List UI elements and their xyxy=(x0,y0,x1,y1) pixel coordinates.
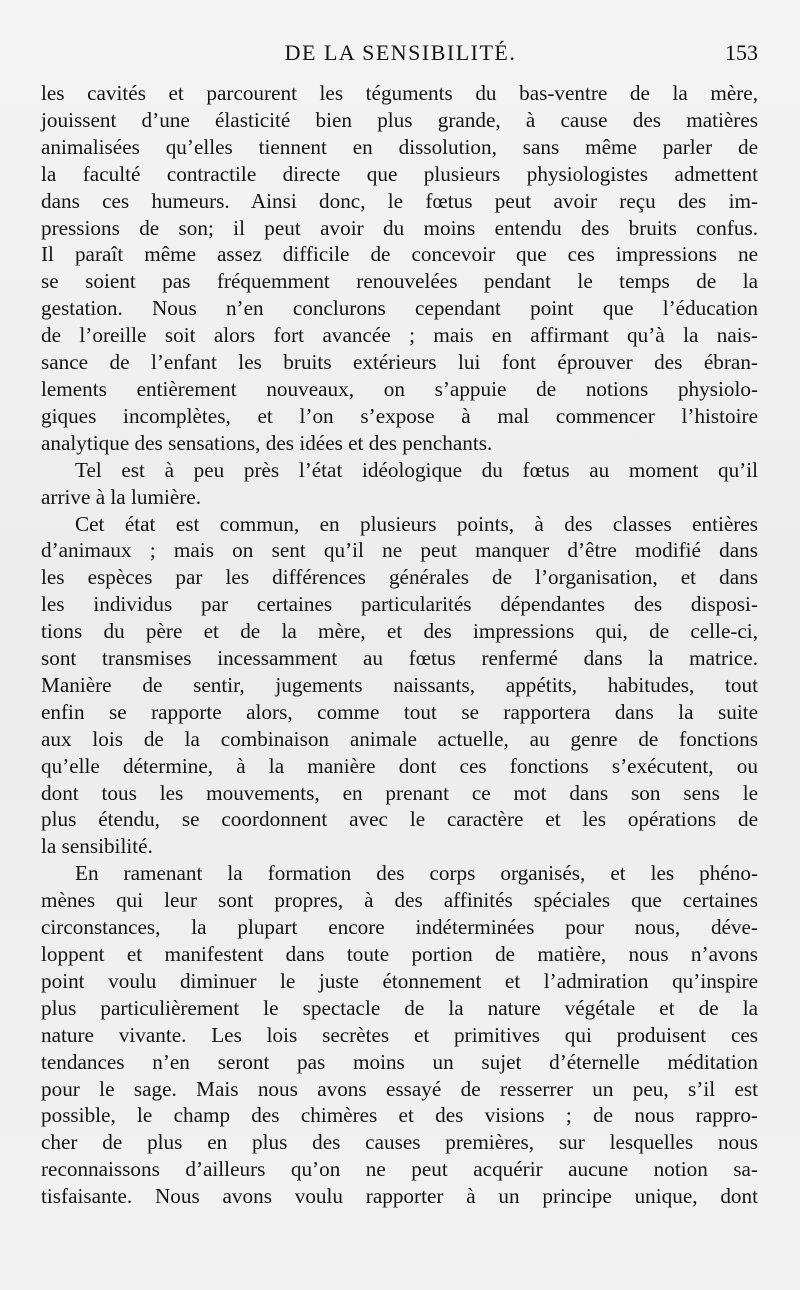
text-line: Cet état est commun, en plusieurs points, à des classes entières xyxy=(75,511,758,536)
running-head xyxy=(41,40,760,76)
text-line: possible, le champ des chimères et des visions ; de nous rappro- xyxy=(41,1103,758,1128)
text-line: sance de l’enfant les bruits extérieurs lui font éprouver des ébran- xyxy=(41,350,758,375)
text-line: les individus par certaines particularités dépendantes des disposi- xyxy=(41,592,758,617)
text-line: giques incomplètes, et l’on s’expose à mal commencer l’histoire xyxy=(41,403,758,428)
text-line: tisfaisante. Nous avons voulu rapporter à un principe unique, dont xyxy=(41,1184,758,1209)
text-line: se soient pas fréquemment renouvelées pendant le temps de la xyxy=(41,269,758,294)
text-line: En ramenant la formation des corps organisés, et les phéno- xyxy=(75,861,758,886)
text-line: cher de plus en plus des causes premières, sur lesquelles nous xyxy=(41,1130,758,1155)
text-line: loppent et manifestent dans toute portion de matière, nous n’avons xyxy=(41,942,758,966)
running-title: DE LA SENSIBILITÉ. xyxy=(284,40,517,65)
text-line: qu’elle détermine, à la manière dont ces fonctions s’exécutent, ou xyxy=(41,753,758,778)
text-line: pour le sage. Mais nous avons essayé de resserrer un peu, s’il est xyxy=(41,1076,758,1101)
text-line: les espèces par les différences générales de l’organisation, et dans xyxy=(41,565,758,590)
text-body xyxy=(41,80,758,1210)
text-line: jouissent d’une élasticité bien plus grande, à cause des matières xyxy=(41,107,758,132)
page-number: 153 xyxy=(725,40,758,65)
text-line: d’animaux ; mais on sent qu’il ne peut manquer d’être modifié dans xyxy=(41,538,758,563)
text-line: aux lois de la combinaison animale actuelle, au genre de fonctions xyxy=(41,726,758,751)
text-line: sont transmises incessamment au fœtus renfermé dans la matrice. xyxy=(41,646,758,671)
paragraph-1 xyxy=(41,80,758,457)
text-line: reconnaissons d’ailleurs qu’on ne peut acquérir aucune notion sa- xyxy=(41,1157,758,1182)
text-line: dont tous les mouvements, en prenant ce mot dans son sens le xyxy=(41,780,758,805)
text-line: gestation. Nous n’en conclurons cependant point que l’éducation xyxy=(41,296,758,321)
text-line: lements entièrement nouveaux, on s’appuie de notions physiolo- xyxy=(41,376,758,401)
text-line: pressions de son; il peut avoir du moins entendu des bruits confus. xyxy=(41,215,758,240)
text-line: tendances n’en seront pas moins un sujet d’éternelle méditation xyxy=(41,1049,758,1074)
text-line: la sensibilité. xyxy=(41,834,153,859)
text-line: Manière de sentir, jugements naissants, appétits, habitudes, tout xyxy=(41,672,758,697)
paragraph-3 xyxy=(41,511,758,861)
text-line: analytique des sensations, des idées et des penchants. xyxy=(41,430,493,455)
text-line: nature vivante. Les lois secrètes et primitives qui produisent ces xyxy=(41,1022,758,1047)
text-line: les cavités et parcourent les téguments du bas-ventre de la mère, xyxy=(41,81,758,105)
paragraph-2 xyxy=(41,457,758,511)
text-line: dans ces humeurs. Ainsi donc, le fœtus peut avoir reçu des im- xyxy=(41,188,758,213)
text-line: tions du père et de la mère, et des impressions qui, de celle-ci, xyxy=(41,619,758,644)
text-line: plus particulièrement le spectacle de la nature végétale et de la xyxy=(41,995,758,1020)
text-line: Il paraît même assez difficile de concevoir que ces impressions ne xyxy=(41,242,758,267)
text-line: la faculté contractile directe que plusieurs physiologistes admettent xyxy=(41,161,758,186)
text-line: plus étendu, se coordonnent avec le caractère et les opérations de xyxy=(41,807,758,832)
text-line: Tel est à peu près l’état idéologique du fœtus au moment qu’il xyxy=(75,457,758,482)
text-line: point voulu diminuer le juste étonnement et l’admiration qu’inspire xyxy=(41,968,758,993)
text-line: mènes qui leur sont propres, à des affinités spéciales que certaines xyxy=(41,888,758,913)
text-line: enfin se rapporte alors, comme tout se rapportera dans la suite xyxy=(41,699,758,724)
text-line: de l’oreille soit alors fort avancée ; mais en affirmant qu’à la nais- xyxy=(41,323,758,348)
text-line: circonstances, la plupart encore indéterminées pour nous, déve- xyxy=(41,915,758,940)
paragraph-4 xyxy=(41,860,758,1210)
text-line: arrive à la lumière. xyxy=(41,484,201,509)
text-line: animalisées qu’elles tiennent en dissolution, sans même parler de xyxy=(41,134,758,159)
